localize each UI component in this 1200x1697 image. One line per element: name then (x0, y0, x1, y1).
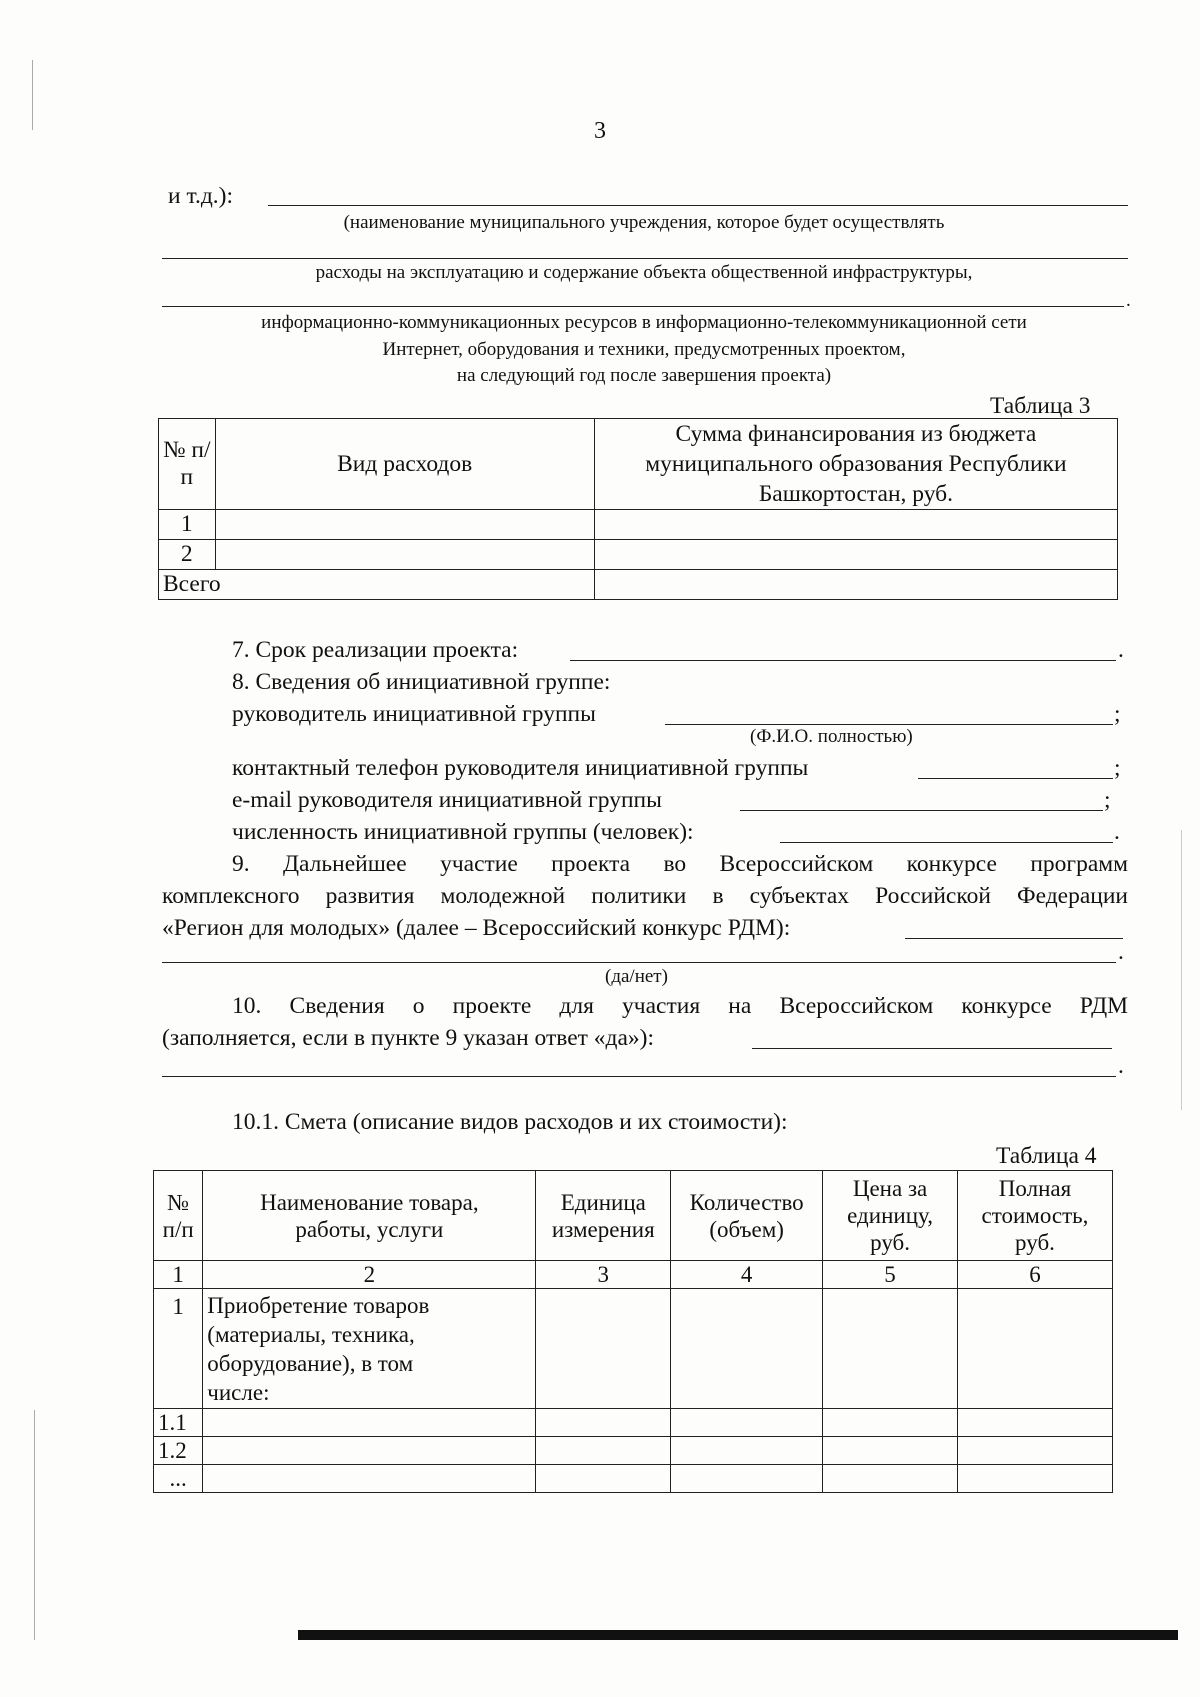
table4-cell (957, 1437, 1112, 1465)
table3-cell-type (215, 510, 594, 540)
table4-header-price (823, 1171, 958, 1261)
table4-cell (823, 1409, 958, 1437)
section9-dot: . (1118, 939, 1124, 965)
section8-size-fill-line (780, 842, 1113, 843)
header-fill-line-3 (162, 306, 1124, 307)
table4-header-total (957, 1171, 1112, 1261)
section8-email-end: ; (1104, 787, 1111, 813)
table4-row1-name-line-2: (материалы, техника, (207, 1322, 415, 1347)
table3-header-sum-line-3: Башкортостан, руб. (758, 481, 953, 507)
table4-col-number: 2 (203, 1261, 536, 1289)
table4-col-number: 6 (957, 1261, 1112, 1289)
section9-fill-line-1 (905, 938, 1123, 939)
section9-caption: (да/нет) (605, 966, 668, 987)
table4 (153, 1170, 1113, 1493)
section7-fill-line (570, 660, 1116, 661)
table4-subrow-num: 1.1 (154, 1409, 203, 1437)
section9-fill-line-2 (162, 962, 1116, 963)
table4-header-qty-line-1: Количество (689, 1189, 804, 1215)
table4-cell (203, 1409, 536, 1437)
table4-cell (536, 1409, 671, 1437)
table4-cell (203, 1437, 536, 1465)
header-caption-line-1: (наименование муниципального учреждения, которое будет осуществлять (343, 212, 945, 233)
table4-cell (957, 1289, 1112, 1409)
section7-label: 7. Срок реализации проекта: (232, 637, 519, 663)
table4-header-num-line-1: № (167, 1189, 190, 1215)
table3-header-sum (594, 419, 1117, 510)
section10-dot: . (1118, 1053, 1124, 1079)
section8-leader-fill-line (665, 724, 1113, 725)
table4-cell (957, 1409, 1112, 1437)
header-dot: . (1126, 290, 1131, 311)
table3-cell-sum (594, 510, 1117, 540)
table4-header-price-line-3: руб. (870, 1230, 910, 1255)
table4-cell (823, 1437, 958, 1465)
table4-header-qty-line-2: (объем) (709, 1216, 784, 1242)
section8-leader-end: ; (1114, 701, 1121, 727)
table4-col-number: 4 (671, 1261, 823, 1289)
section10-line-2: (заполняется, если в пункте 9 указан ответ «да»): (162, 1025, 655, 1051)
table3-total-label: Всего (159, 570, 595, 600)
table3-header-sum-line-1: Сумма финансирования из бюджета (675, 421, 1037, 447)
header-lead: и т.д.): (168, 183, 234, 209)
section8-label: 8. Сведения об инициативной группе: (232, 669, 611, 695)
table3-header-num: № п/п (159, 419, 216, 510)
table4-header-price-line-1: Цена за (852, 1176, 928, 1201)
header-caption-line-2: расходы на эксплуатацию и содержание объекта общественной инфраструктуры, (315, 262, 973, 283)
table4-header-unit (536, 1171, 671, 1261)
section8-size-end: . (1114, 819, 1120, 845)
table4-subrow-num: 1.2 (154, 1437, 203, 1465)
section9-line-1: 9. Дальнейшее участие проекта во Всероссийском конкурсе программ (232, 851, 1128, 877)
table3-row-num: 1 (159, 510, 216, 540)
table4-row1-num: 1 (154, 1289, 203, 1409)
header-caption-line-5: на следующий год после завершения проекта) (456, 365, 832, 386)
table4-header-num (154, 1171, 203, 1261)
section10-line-1: 10. Сведения о проекте для участия на Всероссийском конкурсе РДМ (232, 993, 1128, 1019)
section10-fill-line-1 (752, 1048, 1112, 1049)
table3 (158, 418, 1118, 600)
section8-size-label: численность инициативной группы (человек): (232, 819, 694, 845)
table3-cell-sum (594, 540, 1117, 570)
table4-cell (671, 1465, 823, 1493)
scan-margin-mark-bottom (34, 1410, 35, 1640)
table4-cell (957, 1465, 1112, 1493)
table4-header-qty (671, 1171, 823, 1261)
table4-header-name (203, 1171, 536, 1261)
table4-cell (536, 1437, 671, 1465)
header-caption-line-3: информационно-коммуникационных ресурсов в информационно-телекоммуникационной сети (261, 312, 1027, 333)
table4-col-number: 3 (536, 1261, 671, 1289)
table4-cell (671, 1409, 823, 1437)
header-fill-line-2 (162, 258, 1128, 259)
table4-header-total-line-2: стоимость, (981, 1203, 1089, 1228)
table4-cell (671, 1289, 823, 1409)
table4-subrow-num: ... (154, 1465, 203, 1493)
table4-header-price-line-2: единицу, (847, 1203, 933, 1228)
section9-line-3: «Регион для молодых» (далее – Всероссийский конкурс РДМ): (162, 915, 791, 941)
table4-row1-name-line-1: Приобретение товаров (207, 1293, 430, 1318)
table4-title: Таблица 4 (996, 1143, 1097, 1169)
table3-header-type: Вид расходов (215, 419, 594, 510)
table4-header-unit-line-1: Единица (560, 1189, 646, 1215)
table3-cell-type (215, 540, 594, 570)
section8-phone-end: ; (1114, 755, 1121, 781)
table3-total-sum (594, 570, 1117, 600)
table4-cell (536, 1289, 671, 1409)
section7-end: . (1118, 637, 1124, 663)
table4-cell (823, 1465, 958, 1493)
table4-header-total-line-3: руб. (1015, 1230, 1055, 1255)
header-fill-line-1 (268, 205, 1128, 206)
table4-cell (671, 1437, 823, 1465)
section10-fill-line-2 (162, 1076, 1116, 1077)
section9-line-2: комплексного развития молодежной политики в субъектах Российской Федерации (162, 883, 1128, 909)
table3-title: Таблица 3 (990, 393, 1091, 419)
table4-header-total-line-1: Полная (998, 1176, 1072, 1201)
table4-row1-name (203, 1289, 536, 1409)
table4-col-number: 1 (154, 1261, 203, 1289)
table4-cell (536, 1465, 671, 1493)
scan-margin-mark-right (1181, 830, 1182, 1110)
table3-row-num: 2 (159, 540, 216, 570)
section8-leader-label: руководитель инициативной группы (232, 701, 596, 727)
section8-email-fill-line (740, 810, 1103, 811)
table4-header-name-line-1: Наименование товара, (260, 1189, 479, 1215)
table4-header-num-line-2: п/п (162, 1216, 194, 1242)
section8-phone-fill-line (918, 778, 1113, 779)
section8-phone-label: контактный телефон руководителя инициативной группы (232, 755, 809, 781)
scan-bottom-bar (298, 1630, 1178, 1640)
page-number: 3 (594, 118, 606, 144)
section8-leader-caption: (Ф.И.О. полностью) (750, 726, 913, 747)
table4-cell (823, 1289, 958, 1409)
table4-cell (203, 1465, 536, 1493)
table4-row1-name-line-3: оборудование), в том (207, 1351, 414, 1376)
table3-header-sum-line-2: муниципального образования Республики (645, 451, 1067, 477)
table4-header-name-line-2: работы, услуги (295, 1216, 444, 1242)
header-caption-line-4: Интернет, оборудования и техники, предусмотренных проектом, (382, 339, 906, 360)
table4-header-unit-line-2: измерения (551, 1216, 655, 1242)
section10-1-label: 10.1. Смета (описание видов расходов и их стоимости): (232, 1109, 788, 1135)
section8-email-label: e-mail руководителя инициативной группы (232, 787, 662, 813)
table4-col-number: 5 (823, 1261, 958, 1289)
table4-row1-name-line-4: числе: (207, 1380, 270, 1405)
